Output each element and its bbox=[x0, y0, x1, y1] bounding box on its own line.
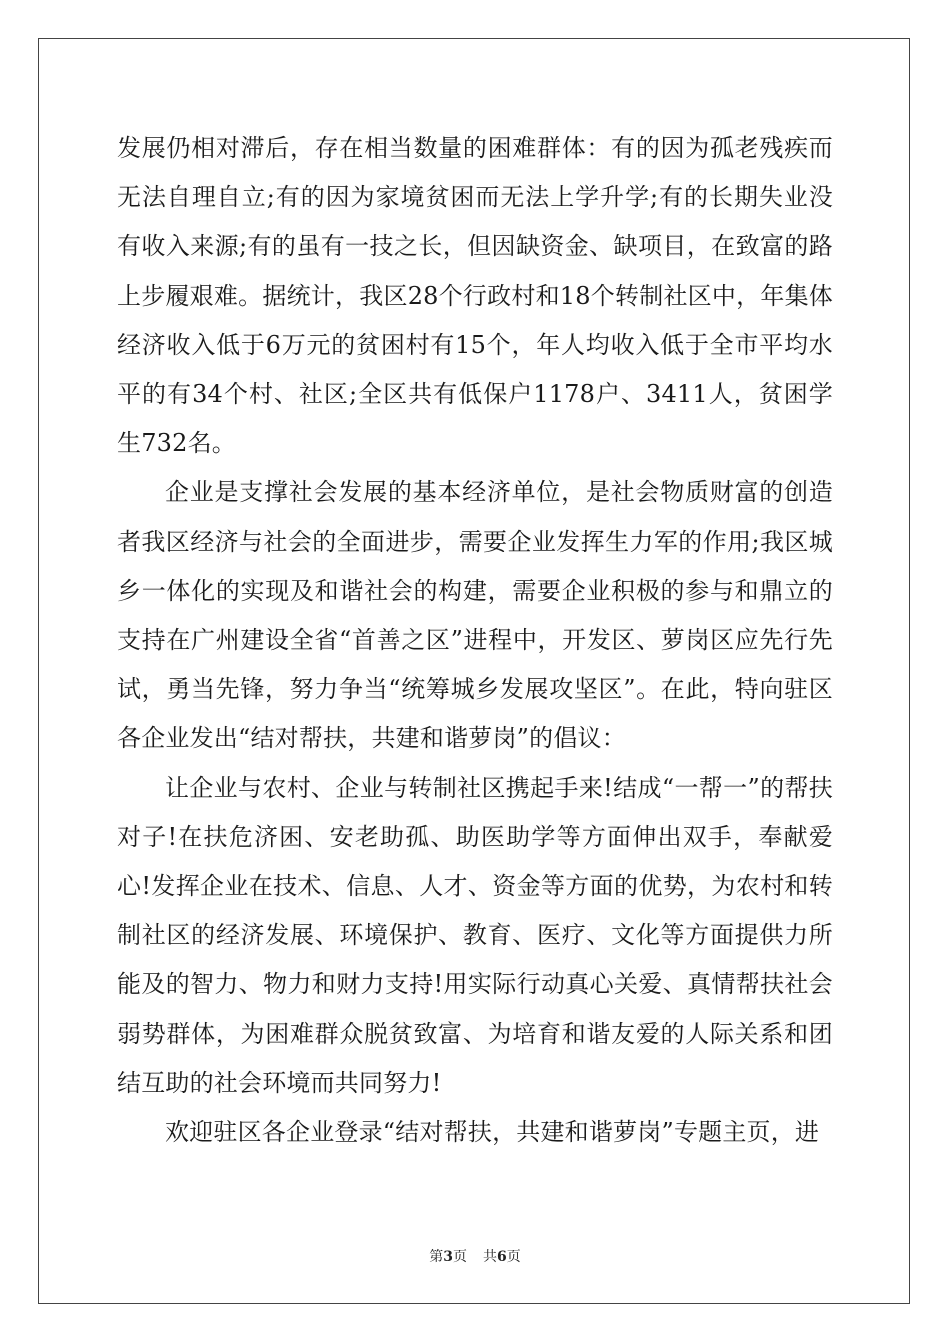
paragraph-1: 发展仍相对滞后，存在相当数量的困难群体：有的因为孤老残疾而无法自理自立;有的因为家境贫困而无法上学升学;有的长期失业没有收入来源;有的虽有一技之长，但因缺资金、缺项目，在致富的路上步履艰难。据统计，我区28个行政村和18个转制社区中，年集体经济收入低于6万元的贫困村有15个，年人均收入低于全市平均水平的有34个村、社区;全区共有低保户1178户、3411人，贫困学生732名。 bbox=[117, 134, 833, 458]
page-footer bbox=[0, 1246, 950, 1266]
total-pages: 6 bbox=[497, 1249, 507, 1265]
page-suffix: 页 bbox=[453, 1249, 467, 1265]
paragraph-3: 让企业与农村、企业与转制社区携起手来!结成“一帮一”的帮扶对子!在扶危济困、安老助孤、助医助学等方面伸出双手，奉献爱心!发挥企业在技术、信息、人才、资金等方面的优势，为农村和转制社区的经济发展、环境保护、教育、医疗、文化等方面提供力所能及的智力、物力和财力支持!用实际行动真心关爱、真情帮扶社会弱势群体，为困难群众脱贫致富、为培育和谐友爱的人际关系和团结互助的社会环境而共同努力! bbox=[117, 773, 833, 1097]
paragraph-2: 企业是支撑社会发展的基本经济单位，是社会物质财富的创造者我区经济与社会的全面进步，需要企业发挥生力军的作用;我区城乡一体化的实现及和谐社会的构建，需要企业积极的参与和鼎立的支持在广州建设全省“首善之区”进程中，开发区、萝岗区应先行先试，勇当先锋，努力争当“统筹城乡发展攻坚区”。在此，特向驻区各企业发出“结对帮扶，共建和谐萝岗”的倡议： bbox=[117, 478, 833, 753]
total-prefix: 共 bbox=[483, 1249, 497, 1265]
page-prefix: 第 bbox=[429, 1249, 444, 1265]
document-body bbox=[117, 124, 833, 1157]
page-number: 3 bbox=[443, 1249, 453, 1265]
paragraph-4: 欢迎驻区各企业登录“结对帮扶，共建和谐萝岗”专题主页，进 bbox=[165, 1118, 820, 1147]
total-suffix: 页 bbox=[506, 1249, 521, 1265]
